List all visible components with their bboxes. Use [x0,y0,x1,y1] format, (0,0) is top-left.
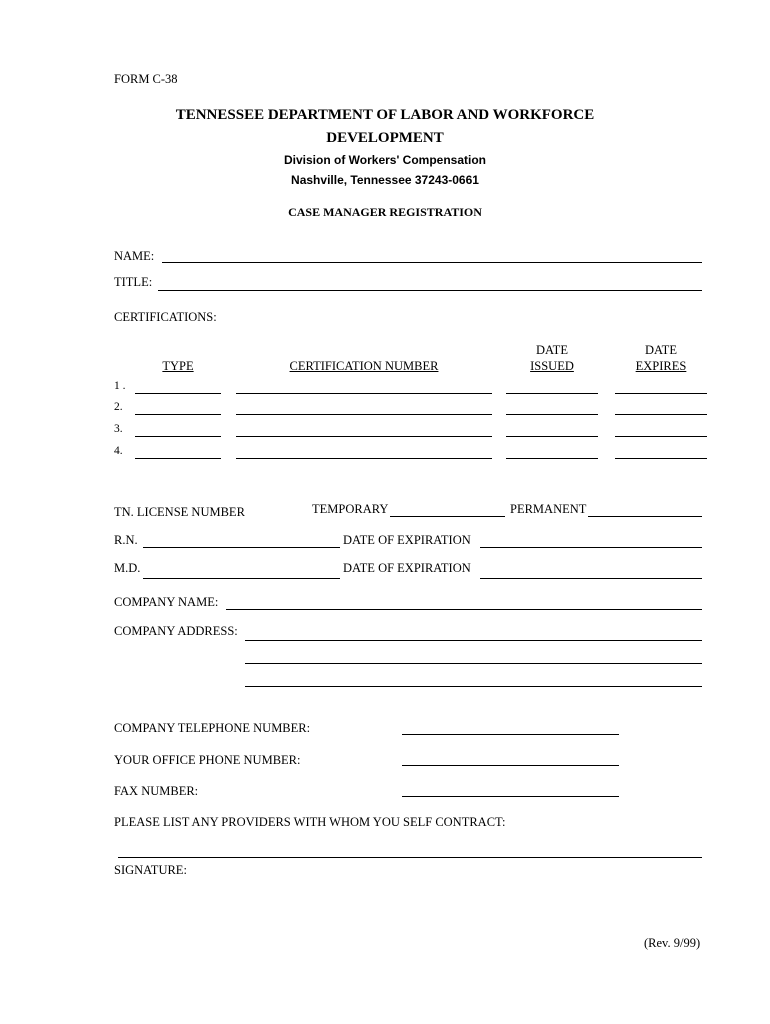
cert-row-3-issued[interactable] [506,436,598,437]
cert-row-4-label: 4. [114,445,123,457]
form-id: FORM C-38 [114,72,178,86]
providers-field[interactable] [118,857,702,858]
cert-row-2-type[interactable] [135,414,221,415]
company-address-field-3[interactable] [245,686,702,687]
cert-row-1-label: 1 . [114,380,126,392]
signature-label: SIGNATURE: [114,863,187,877]
rn-field[interactable] [143,547,340,548]
col-type: TYPE [162,359,194,373]
col-issued-top: DATE [536,343,568,357]
md-date-expiration-field[interactable] [480,578,702,579]
md-date-expiration-label: DATE OF EXPIRATION [343,561,471,575]
rn-label: R.N. [114,533,138,547]
division-address: Nashville, Tennessee 37243-0661 [291,173,479,187]
company-telephone-label: COMPANY TELEPHONE NUMBER: [114,721,311,735]
company-address-field-1[interactable] [245,640,702,641]
md-label: M.D. [114,561,141,575]
cert-row-4-issued[interactable] [506,458,598,459]
agency-title-line1: TENNESSEE DEPARTMENT OF LABOR AND WORKFORCE [175,107,595,123]
company-telephone-field[interactable] [402,734,619,735]
permanent-label: PERMANENT [510,502,587,516]
rn-date-expiration-label: DATE OF EXPIRATION [343,533,471,547]
company-address-label: COMPANY ADDRESS: [114,624,238,638]
cert-row-4-number[interactable] [236,458,492,459]
certifications-label: CERTIFICATIONS: [114,310,217,324]
cert-row-2-number[interactable] [236,414,492,415]
col-expires-top: DATE [645,343,677,357]
temporary-field[interactable] [390,516,505,517]
col-cert-number: CERTIFICATION NUMBER [289,359,439,373]
revision-note: (Rev. 9/99) [644,936,701,950]
company-name-field[interactable] [226,609,702,610]
cert-row-1-type[interactable] [135,393,221,394]
division-name: Division of Workers' Compensation [284,153,486,167]
cert-row-3-type[interactable] [135,436,221,437]
col-expires-bottom: EXPIRES [635,359,687,373]
fax-label: FAX NUMBER: [114,784,199,798]
cert-row-3-number[interactable] [236,436,492,437]
rn-date-expiration-field[interactable] [480,547,702,548]
office-phone-label: YOUR OFFICE PHONE NUMBER: [114,753,301,767]
providers-label: PLEASE LIST ANY PROVIDERS WITH WHOM YOU SELF CONTRACT: [114,815,506,829]
cert-row-1-expires[interactable] [615,393,707,394]
name-field[interactable] [162,262,702,263]
agency-title-line2: DEVELOPMENT [326,130,444,146]
cert-row-2-issued[interactable] [506,414,598,415]
cert-row-2-label: 2. [114,401,123,413]
name-label: NAME: [114,249,155,263]
temporary-label: TEMPORARY [312,502,389,516]
cert-row-4-expires[interactable] [615,458,707,459]
form-title: CASE MANAGER REGISTRATION [288,205,482,219]
company-name-label: COMPANY NAME: [114,595,219,609]
md-field[interactable] [143,578,340,579]
cert-row-3-expires[interactable] [615,436,707,437]
col-issued-bottom: ISSUED [530,359,574,373]
cert-row-1-number[interactable] [236,393,492,394]
cert-row-3-label: 3. [114,423,123,435]
company-address-field-2[interactable] [245,663,702,664]
office-phone-field[interactable] [402,765,619,766]
title-field[interactable] [158,290,702,291]
permanent-field[interactable] [588,516,702,517]
cert-row-1-issued[interactable] [506,393,598,394]
fax-field[interactable] [402,796,619,797]
title-label: TITLE: [114,275,153,289]
tn-license-label: TN. LICENSE NUMBER [114,505,245,519]
cert-row-2-expires[interactable] [615,414,707,415]
cert-row-4-type[interactable] [135,458,221,459]
